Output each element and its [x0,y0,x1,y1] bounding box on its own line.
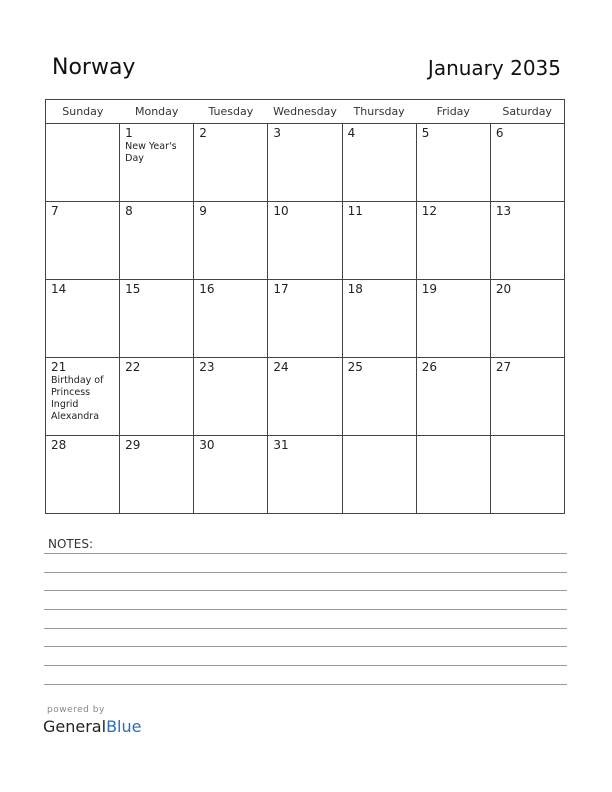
weekday-sunday: Sunday [46,100,120,124]
calendar-day-cell [120,202,194,280]
generalblue-logo [43,717,141,736]
day-number: 12 [421,204,437,218]
calendar-week-row [46,202,565,280]
calendar-day-cell [416,358,490,436]
weekday-friday: Friday [416,100,490,124]
calendar-day-cell [194,202,268,280]
calendar-day-cell [268,202,342,280]
weekday-tuesday: Tuesday [194,100,268,124]
calendar-day-cell [194,124,268,202]
day-number: 29 [125,438,141,452]
calendar-day-cell [490,124,564,202]
calendar-week-row [46,280,565,358]
note-line [44,665,567,666]
day-number: 25 [347,360,363,374]
calendar-day-cell [342,124,416,202]
day-number: 5 [421,126,430,140]
day-number: 31 [273,438,289,452]
calendar-day-cell [342,202,416,280]
calendar-day-cell [342,358,416,436]
note-line [44,684,567,685]
calendar-day-cell [268,436,342,514]
calendar-day-cell [416,124,490,202]
brand-general: General [43,717,107,736]
weekday-wednesday: Wednesday [268,100,342,124]
day-number: 10 [273,204,289,218]
calendar-day-cell [46,436,120,514]
calendar-day-cell [46,358,120,436]
calendar-day-cell [46,124,120,202]
calendar-day-cell [194,280,268,358]
calendar-week-row [46,124,565,202]
day-number: 24 [273,360,289,374]
holiday-label: Birthday of Princess Ingrid Alexandra [51,375,104,422]
calendar-day-cell [490,436,564,514]
day-number: 30 [199,438,215,452]
note-line [44,628,567,629]
powered-by-text: powered by [47,705,105,715]
day-number: 19 [421,282,437,296]
day-number: 2 [199,126,207,140]
calendar-day-cell [120,358,194,436]
calendar-day-cell [268,280,342,358]
notes-label: NOTES: [48,537,93,551]
calendar-day-cell [490,358,564,436]
calendar-day-cell [268,124,342,202]
calendar-day-cell [194,358,268,436]
day-number: 16 [199,282,215,296]
day-number: 21 [51,360,67,374]
note-line [44,646,567,647]
calendar-week-row [46,436,565,514]
weekday-monday: Monday [120,100,194,124]
month-year-title: January 2035 [427,56,561,80]
note-line [44,590,567,591]
calendar-day-cell [342,436,416,514]
note-line [44,553,567,554]
weekday-saturday: Saturday [490,100,564,124]
day-number: 15 [125,282,141,296]
calendar-day-cell [490,202,564,280]
calendar-day-cell [46,202,120,280]
calendar-day-cell [120,124,194,202]
calendar-day-cell [46,280,120,358]
holiday-label: New Year's Day [125,141,177,164]
calendar-week-row [46,358,565,436]
day-number: 22 [125,360,141,374]
day-number: 11 [347,204,363,218]
calendar-day-cell [342,280,416,358]
day-number: 9 [199,204,207,218]
calendar-day-cell [268,358,342,436]
day-number: 4 [347,126,356,140]
calendar-day-cell [416,280,490,358]
day-number: 13 [495,204,512,218]
calendar-day-cell [416,436,490,514]
brand-blue: Blue [106,717,142,736]
calendar-day-cell [120,280,194,358]
day-number: 23 [199,360,215,374]
calendar-grid [45,99,565,514]
weekday-thursday: Thursday [342,100,416,124]
note-line [44,572,567,573]
day-number: 6 [495,126,504,140]
day-number: 18 [347,282,363,296]
day-number: 27 [495,360,512,374]
calendar-day-cell [490,280,564,358]
day-number: 3 [273,126,282,140]
day-number: 14 [51,282,67,296]
weekday-header-row [46,100,565,124]
day-number: 28 [51,438,67,452]
calendar-day-cell [416,202,490,280]
day-number: 26 [421,360,437,374]
day-number: 1 [125,126,133,140]
country-title: Norway [52,55,136,80]
note-line [44,609,567,610]
day-number: 20 [495,282,512,296]
day-number: 8 [125,204,133,218]
calendar-day-cell [194,436,268,514]
day-number: 7 [51,204,59,218]
calendar-day-cell [120,436,194,514]
day-number: 17 [273,282,289,296]
